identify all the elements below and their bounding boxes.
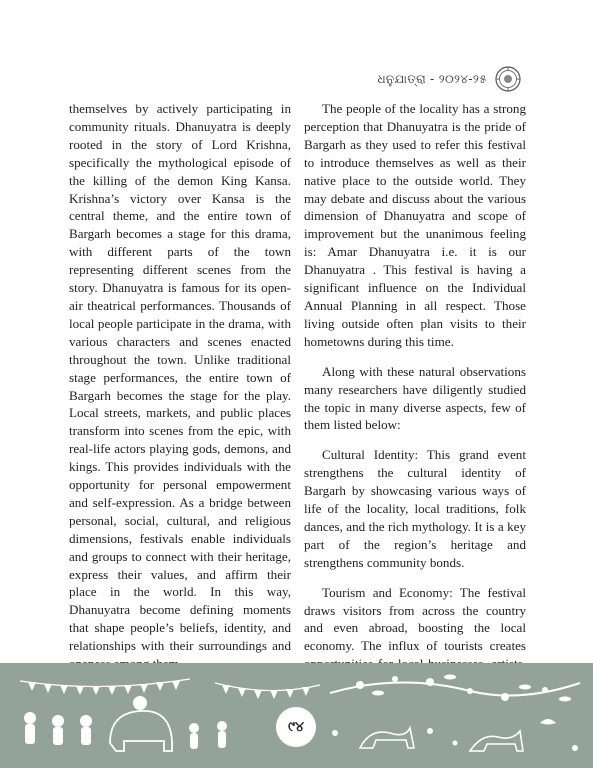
right-column — [304, 100, 526, 703]
right-paragraph-4: Tourism and Economy: The festival draws visitors from across the country and even abroad, boosting the local economy. The influx of tourists creates — [304, 584, 526, 654]
header-title: ଧନୁଯାତ୍ରା - ୨୦୨୪-୨୫ — [377, 71, 487, 86]
page-number: ୯୪ — [288, 719, 304, 735]
page-header — [377, 66, 521, 92]
right-paragraph-3: Cultural Identity: This grand event strengthens the cultural identity of Bargarh by showcasing various ways of life of the locality, local traditions, folk dances, and the rich mythology. It is a key part of the region’s heritage and strengthens community bonds. — [304, 447, 526, 570]
emblem-logo — [495, 66, 521, 92]
left-column — [69, 100, 291, 685]
left-paragraph-1: themselves by actively participating in community rituals. Dhanuyatra is deeply rooted in the story of Lord Krishna, specifically the mythological episode of the killing of the demon King Kansa. Krishna’s victory over Kansa is the central theme, and the entire town of Bargarh becomes a stage for this drama, with different parts of the town representing different scenes from the story. Dhanuyatra is famous for its open-air theatrical performances. Thousands of local people participate in the drama, with various characters and scenes enacted throughout the town. Unlike traditional stage performances, the entire town of Bargarh becomes the stage for the play. Local streets, markets, and public places transform into scenes from the epic, with real-life actors playing gods, demons, and kings. This provides individuals with the opportunity for personal empowerment and self-expression. As a bridge between personal, social, cultural, and religious dimensions, festivals enable individuals and groups to connect with their heritage, express their values, and affirm their place in the world. In this way, Dhanuyatra become defining moments that shape people’s beliefs, identity, and relationships with their surroundings and — [69, 101, 291, 654]
right-paragraph-2: Along with these natural observations many researchers have diligently studied the topic in many diverse aspects, few of them listed below: — [304, 363, 526, 433]
right-paragraph-1: The people of the locality has a strong perception that Dhanuyatra is the pride of Bargarh as they used to refer this festival to introduce themselves as well as their native place to the outside world. They may debate and discuss about the various dimension of Dhanuyatra and scope of improvement but the unanimous feeling is: Amar Dhanuyatra i.e. it is our Dhanuyatra . This festival is having a significant influence on the Individual Annual Planning in all respect. Those living outside often plan visits to their hometowns during this time. — [304, 101, 526, 349]
page-number-badge — [276, 707, 316, 747]
